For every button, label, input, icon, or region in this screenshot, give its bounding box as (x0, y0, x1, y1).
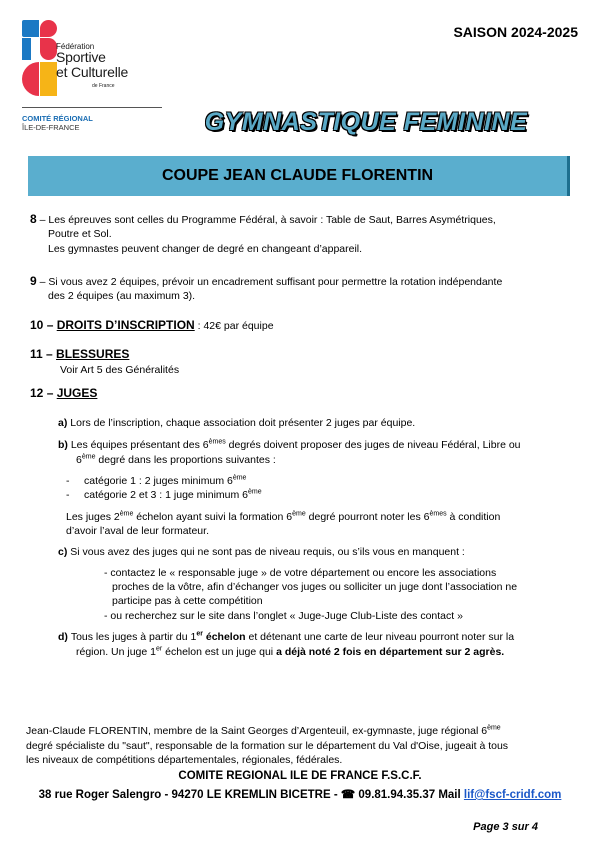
item-8-line1 (30, 212, 496, 227)
item-12b-li1-text: catégorie 1 : 2 juges minimum 6 (84, 475, 233, 487)
item-10-rest: : 42€ par équipe (194, 320, 274, 332)
item-12b-list-item1: - catégorie 1 : 2 juges minimum 6ème (66, 474, 247, 487)
item-11-title: BLESSURES (56, 347, 130, 361)
logo-sportive: Sportive (56, 49, 106, 65)
item-12b-t2b: degré dans les proportions suivantes : (95, 454, 276, 466)
item-12a-label: a) (58, 417, 71, 429)
item-12b-para-line1 (66, 510, 500, 524)
item-11-number: 11 (30, 347, 43, 361)
item-12 (30, 386, 97, 401)
banner-title: COUPE JEAN CLAUDE FLORENTIN (161, 167, 434, 184)
bio-line1 (26, 724, 501, 738)
item-12c-li1-line3: participe pas à cette compétition (112, 595, 263, 607)
bio-line1-sup: ème (487, 724, 501, 732)
item-10 (30, 318, 274, 333)
item-12b-line1 (58, 438, 521, 452)
item-10-number: 10 (30, 318, 44, 332)
title-banner (28, 156, 570, 196)
item-12b-sup2: ème (81, 453, 96, 461)
item-12d-bold1: échelon (202, 631, 246, 643)
page-number: Page 3 sur 4 (473, 821, 538, 833)
discipline-title: GYMNASTIQUE FEMININE (204, 108, 528, 136)
phone-text: 09.81.94.35.37 Mail (355, 789, 464, 801)
bio-line3: les niveaux de compétitions départementales, régionales, fédérales. (26, 754, 343, 766)
item-9-line2: des 2 équipes (au maximum 3). (48, 290, 196, 302)
item-12b-li1-sup: ème (232, 474, 247, 482)
item-12c (58, 545, 465, 559)
logo-s-red-icon (40, 20, 57, 37)
item-8-text1: – Les épreuves sont celles du Programme Fédéral, à savoir : Table de Saut, Barres Asymétriques, (36, 214, 496, 226)
item-9-line1 (30, 274, 502, 289)
item-12b-li2-sup: ème (248, 488, 262, 496)
logo-f-blue-icon (22, 20, 39, 37)
item-12b-p1-sup2: ème (292, 510, 306, 518)
item-12-title: JUGES (56, 386, 98, 400)
item-12b-label: b) (58, 439, 71, 451)
item-12d-t1a: Tous les juges à partir du 1 (70, 631, 197, 643)
item-12b-line2 (76, 453, 276, 467)
item-12d-t2b: échelon est un juge qui (162, 646, 277, 658)
item-10-dash: – (43, 318, 57, 332)
item-9-number: 9 (30, 274, 37, 288)
item-12a-text: Lors de l’inscription, chaque association doit présenter 2 juges par équipe. (70, 417, 416, 429)
logo-s-tail-icon (40, 38, 57, 60)
item-11-line1: Voir Art 5 des Généralités (60, 364, 180, 376)
logo-f-yellow-icon (40, 62, 57, 96)
ile-de-france: ÎLE-DE-FRANCE (22, 123, 80, 132)
item-8-line2: Poutre et Sol. (48, 228, 112, 240)
item-12b-t1b: degrés doivent proposer des juges de niveau Fédéral, Libre ou (225, 439, 521, 451)
logo-culturelle: et Culturelle (56, 64, 129, 80)
phone-icon: ☎ (340, 789, 356, 801)
item-9-text1: – Si vous avez 2 équipes, prévoir un encadrement suffisant pour permettre la rotation indépendante (36, 276, 503, 288)
item-12d-sup1: er (196, 630, 203, 638)
item-12b-p1-sup1: ème (119, 510, 134, 518)
item-12d-label: d) (58, 631, 71, 643)
item-12d-line1 (58, 630, 514, 644)
item-8-line3: Les gymnastes peuvent changer de degré en changeant d’appareil. (48, 243, 363, 255)
item-12d-t2a: région. Un juge 1 (76, 646, 156, 658)
logo-f-stem-icon (22, 38, 31, 60)
item-12d-sup2: er (155, 645, 163, 653)
item-12c-text: Si vous avez des juges qui ne sont pas de niveau requis, ou s’ils vous en manquent : (70, 546, 465, 558)
address-text: 38 rue Roger Salengro - 94270 LE KREMLIN BICETRE - (38, 789, 341, 801)
item-12b-list-item2: - catégorie 2 et 3 : 1 juge minimum 6ème (66, 488, 262, 501)
logo-c-red-icon (22, 62, 39, 96)
item-12b-t1a: Les équipes présentant des 6 (70, 439, 209, 451)
item-12-dash: – (43, 386, 57, 400)
item-12c-li1-line1: - contactez le « responsable juge » de votre département ou encore les associations (104, 567, 497, 579)
comite-regional: COMITÉ RÉGIONAL (22, 114, 93, 123)
item-12b-sup1: èmes (208, 438, 226, 446)
item-12d-bold2: a déjà noté 2 fois en département sur 2 agrès. (276, 646, 505, 658)
email-link[interactable]: lif@fscf-cridf.com (463, 789, 562, 801)
comite-footer: COMITE REGIONAL ILE DE FRANCE F.S.C.F. (178, 770, 422, 782)
item-12b-p1a: Les juges 2 (66, 511, 120, 523)
item-12b-p1b: échelon ayant suivi la formation 6 (133, 511, 293, 523)
item-12b-p1d: à condition (446, 511, 501, 523)
item-12c-label: c) (58, 546, 71, 558)
season-label: SAISON 2024-2025 (453, 24, 578, 40)
item-12c-li2: - ou recherchez sur le site dans l’onglet « Juge-Juge Club-Liste des contact » (104, 610, 463, 622)
item-12b-p1c: degré pourront noter les 6 (305, 511, 430, 523)
item-11-dash: – (42, 347, 57, 361)
item-12a (58, 416, 415, 430)
item-12b-t2a: 6 (76, 454, 82, 466)
logo-divider (22, 107, 162, 108)
bio-line2: degré spécialiste du "saut", responsable de la formation sur le département du Val d'Oise, jugeait à tous (26, 740, 509, 752)
address-line (22, 787, 578, 801)
item-12b-para-line2: d’avoir l’aval de leur formateur. (66, 525, 209, 537)
item-12b-p1-sup3: èmes (429, 510, 447, 518)
item-12d-line2 (76, 645, 504, 659)
item-12b-li2-text: catégorie 2 et 3 : 1 juge minimum 6 (84, 489, 249, 501)
logo-de-france: de France (92, 83, 115, 89)
item-12d-t1b: et détenant une carte de leur niveau pourront noter sur la (245, 631, 515, 643)
item-11 (30, 347, 129, 362)
bio-line1-text: Jean-Claude FLORENTIN, membre de la Saint Georges d’Argenteuil, ex-gymnaste, juge régional 6 (26, 725, 488, 737)
item-8-number: 8 (30, 212, 37, 226)
item-12c-li1-line2: proches de la vôtre, afin d’échanger vos juges ou solliciter un juge dont l’association ne (112, 581, 518, 593)
item-12-number: 12 (30, 386, 44, 400)
item-10-title: DROITS D’INSCRIPTION (56, 318, 195, 332)
logo-federation: Fédération (56, 42, 95, 51)
